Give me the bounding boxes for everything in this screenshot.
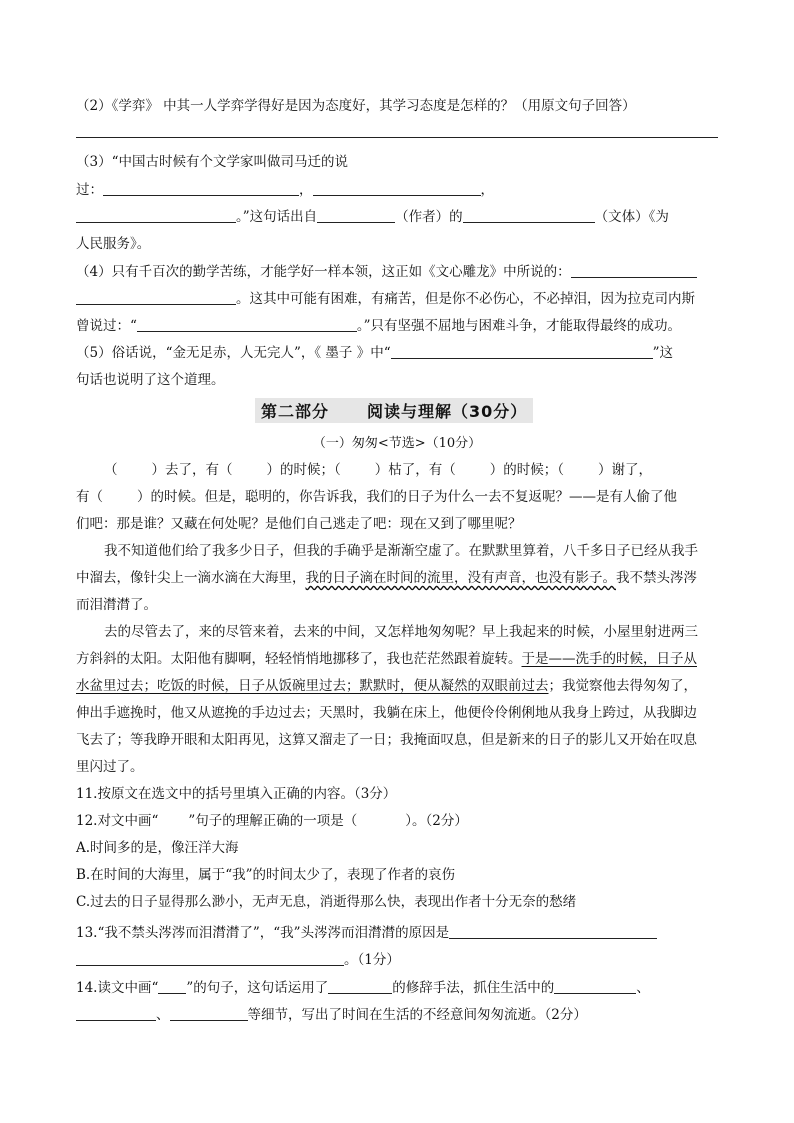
passage-p2-line-3: 而泪潸潸了。 <box>76 597 157 613</box>
option-a: A.时间多的是，像汪洋大海 <box>76 840 239 856</box>
question-5-line-1: （5）俗话说，“金无足赤，人无完人”，《 墨子 》中“ ”这 <box>76 345 674 361</box>
question-2: （2）《学弈》 中其一人学弈学得好是因为态度好，其学习态度是怎样的？（用原文句子回答） <box>76 98 636 114</box>
underlined-sentence-part-2: 水盆里过去；吃饭的时候，日子从饭碗里过去；默默时，便从凝然的双眼前过去 <box>76 678 549 694</box>
question-5-line-2: 句话也说明了这个道理。 <box>76 372 225 388</box>
blank-q4-1[interactable] <box>571 263 697 278</box>
passage-p3-line-1: 去的尽管去了，来的尽管来着，去来的中间，又怎样地匆匆呢？早上我起来的时候，小屋里射进两三 <box>104 624 698 640</box>
passage-p3-line-2: 方斜斜的太阳。太阳他有脚啊，轻轻悄悄地挪移了，我也茫茫然跟着旋转。于是——洗手的时候，日子从 <box>76 651 697 667</box>
blank-q3-3[interactable] <box>76 208 236 223</box>
option-b: B.在时间的大海里，属于“我”的时间太少了，表现了作者的哀伤 <box>76 867 456 883</box>
underlined-sentence-part-1: 于是——洗手的时候，日子从 <box>521 651 697 667</box>
blank-q5[interactable] <box>391 344 653 359</box>
underline-mark <box>158 979 186 994</box>
passage-p3-line-4: 伸出手遮挽时，他又从遮挽的手边过去；天黑时，我躺在床上，他便伶伶俐俐地从我身上跨过，从我脚边 <box>76 705 697 721</box>
question-4-line-3: 曾说过：“ 。”只有坚强不屈地与困难斗争，才能取得最终的成功。 <box>76 318 682 334</box>
passage-p1-line-2: 有（ ）的时候。但是，聪明的，你告诉我，我们的日子为什么一去不复返呢？——是有人偷了他 <box>76 489 677 505</box>
section-title: 阅读与理解（30分） <box>367 402 528 421</box>
question-3-line-2: 过： ， ， <box>76 182 494 198</box>
section-part: 第二部分 <box>261 402 330 421</box>
passage-p3-line-5: 飞去了；等我睁开眼和太阳再见，这算又溜走了一日；我掩面叹息，但是新来的日子的影儿又开始在叹息 <box>76 732 697 748</box>
question-3-line-3: 。”这句话出自 （作者）的 （文体）《为 <box>76 207 669 227</box>
blank-q3-2[interactable] <box>313 181 481 196</box>
answer-line-q2[interactable] <box>76 137 718 138</box>
question-3-line-1: （3）“中国古时候有个文学家叫做司马迁的说 <box>76 154 348 170</box>
passage-p3-line-3: 水盆里过去；吃饭的时候，日子从饭碗里过去；默默时，便从凝然的双眼前过去；我觉察他去得匆匆了， <box>76 678 697 694</box>
question-14-line-2: 、 等细节，写出了时间在生活的不经意间匆匆流逝。（2分） <box>76 1005 587 1025</box>
blank-q4-3[interactable] <box>137 317 357 332</box>
option-c: C.过去的日子显得那么渺小，无声无息，消逝得那么快，表现出作者十分无奈的愁绪 <box>76 894 577 910</box>
question-3-line-4: 人民服务》。 <box>76 236 151 252</box>
blank-q14-detail-3[interactable] <box>170 1006 248 1021</box>
wavy-underlined-sentence: 我的日子滴在时间的流里，没有声音，也没有影子。 <box>305 570 616 586</box>
question-13-line-1: 13.“我不禁头涔涔而泪潸潸了”，“我”头涔涔而泪潸潸的原因是 <box>76 923 657 943</box>
question-4-line-2: 。这其中可能有困难，有痛苦，但是你不必伤心，不必掉泪，因为拉克司内斯 <box>76 289 695 309</box>
passage-p1-line-1: （ ）去了，有（ ）的时候；（ ）枯了，有（ ）的时候；（ ）谢了， <box>104 462 652 478</box>
passage-subtitle: （一）匆匆<节选>（10分） <box>312 436 482 451</box>
question-14-line-1: 14.读文中画“ ”的句子，这句话运用了 的修辞手法，抓住生活中的 、 <box>76 980 650 996</box>
blank-q3-genre[interactable] <box>463 208 595 223</box>
passage-p1-line-3: 们吧：那是谁？又藏在何处呢？是他们自己逃走了吧：现在又到了哪里呢？ <box>76 516 522 532</box>
passage-p3-line-6: 里闪过了。 <box>76 759 144 775</box>
section-heading <box>255 398 533 423</box>
question-13-line-2: 。（1分） <box>76 950 400 970</box>
blank-q13-1[interactable] <box>449 924 657 939</box>
passage-p2-line-2: 中溜去，像针尖上一滴水滴在大海里，我的日子滴在时间的流里，没有声音，也没有影子。我不禁头涔涔 <box>76 570 697 586</box>
blank-q14-detail-1[interactable] <box>554 979 636 994</box>
blank-q3-author[interactable] <box>317 208 395 223</box>
blank-q4-2[interactable] <box>76 290 236 305</box>
question-12: 12.对文中画“ ”句子的理解正确的一项是（ ）。（2分） <box>76 813 468 829</box>
passage-p2-line-1: 我不知道他们给了我多少日子，但我的手确乎是渐渐空虚了。在默默里算着，八千多日子已经从我手 <box>104 543 698 559</box>
blank-q14-rhetoric[interactable] <box>328 979 392 994</box>
blank-q3-1[interactable] <box>103 181 299 196</box>
blank-q13-2[interactable] <box>76 951 344 966</box>
question-11: 11.按原文在选文中的括号里填入正确的内容。（3分） <box>76 786 397 802</box>
wavy-mark <box>158 813 188 825</box>
blank-q14-detail-2[interactable] <box>76 1006 156 1021</box>
question-4-line-1: （4）只有千百次的勤学苦练，才能学好一样本领，这正如《文心雕龙》中所说的： <box>76 262 697 282</box>
